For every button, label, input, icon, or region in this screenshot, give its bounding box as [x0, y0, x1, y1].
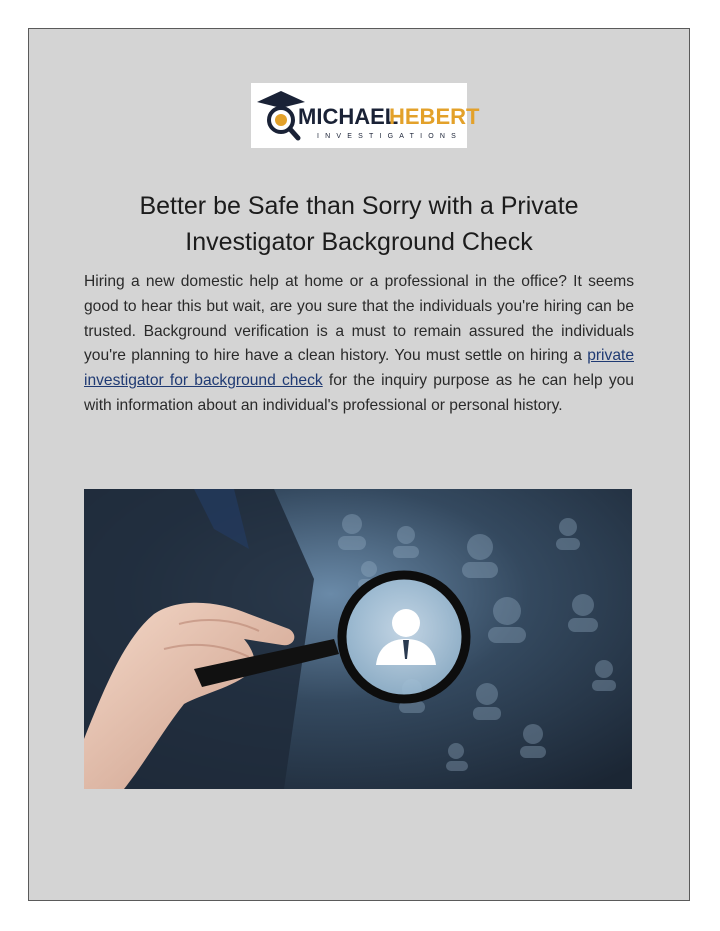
- logo-tagline: INVESTIGATIONS: [317, 133, 463, 140]
- article-title: [84, 188, 634, 260]
- magnifier-person-icon: [84, 489, 632, 789]
- article-paragraph: [84, 270, 634, 419]
- company-logo: [251, 83, 480, 148]
- title-line-2: Investigator Background Check: [185, 228, 533, 256]
- logo-name-part2: HEBERT: [389, 104, 480, 129]
- logo-name-part1: MICHAEL: [298, 104, 399, 129]
- paragraph-text-after-link: for the inquiry purpose as he can help you with information about an individual's professional or personal history.: [84, 372, 634, 414]
- background-check-link[interactable]: private investigator for background check: [84, 347, 634, 390]
- title-line-1: Better be Safe than Sorry with a Private: [139, 192, 579, 220]
- paragraph-text-before-link: Hiring a new domestic help at home or a professional in the office? It seems good to hear this but wait, are you sure that the individuals you're hiring can be trusted. Background verification is a must to remain assured the individuals you're planning to hire have a clean history. You must settle on hiring a: [84, 273, 634, 365]
- logo-graphic: [251, 83, 480, 148]
- investigator-photo: [84, 489, 632, 789]
